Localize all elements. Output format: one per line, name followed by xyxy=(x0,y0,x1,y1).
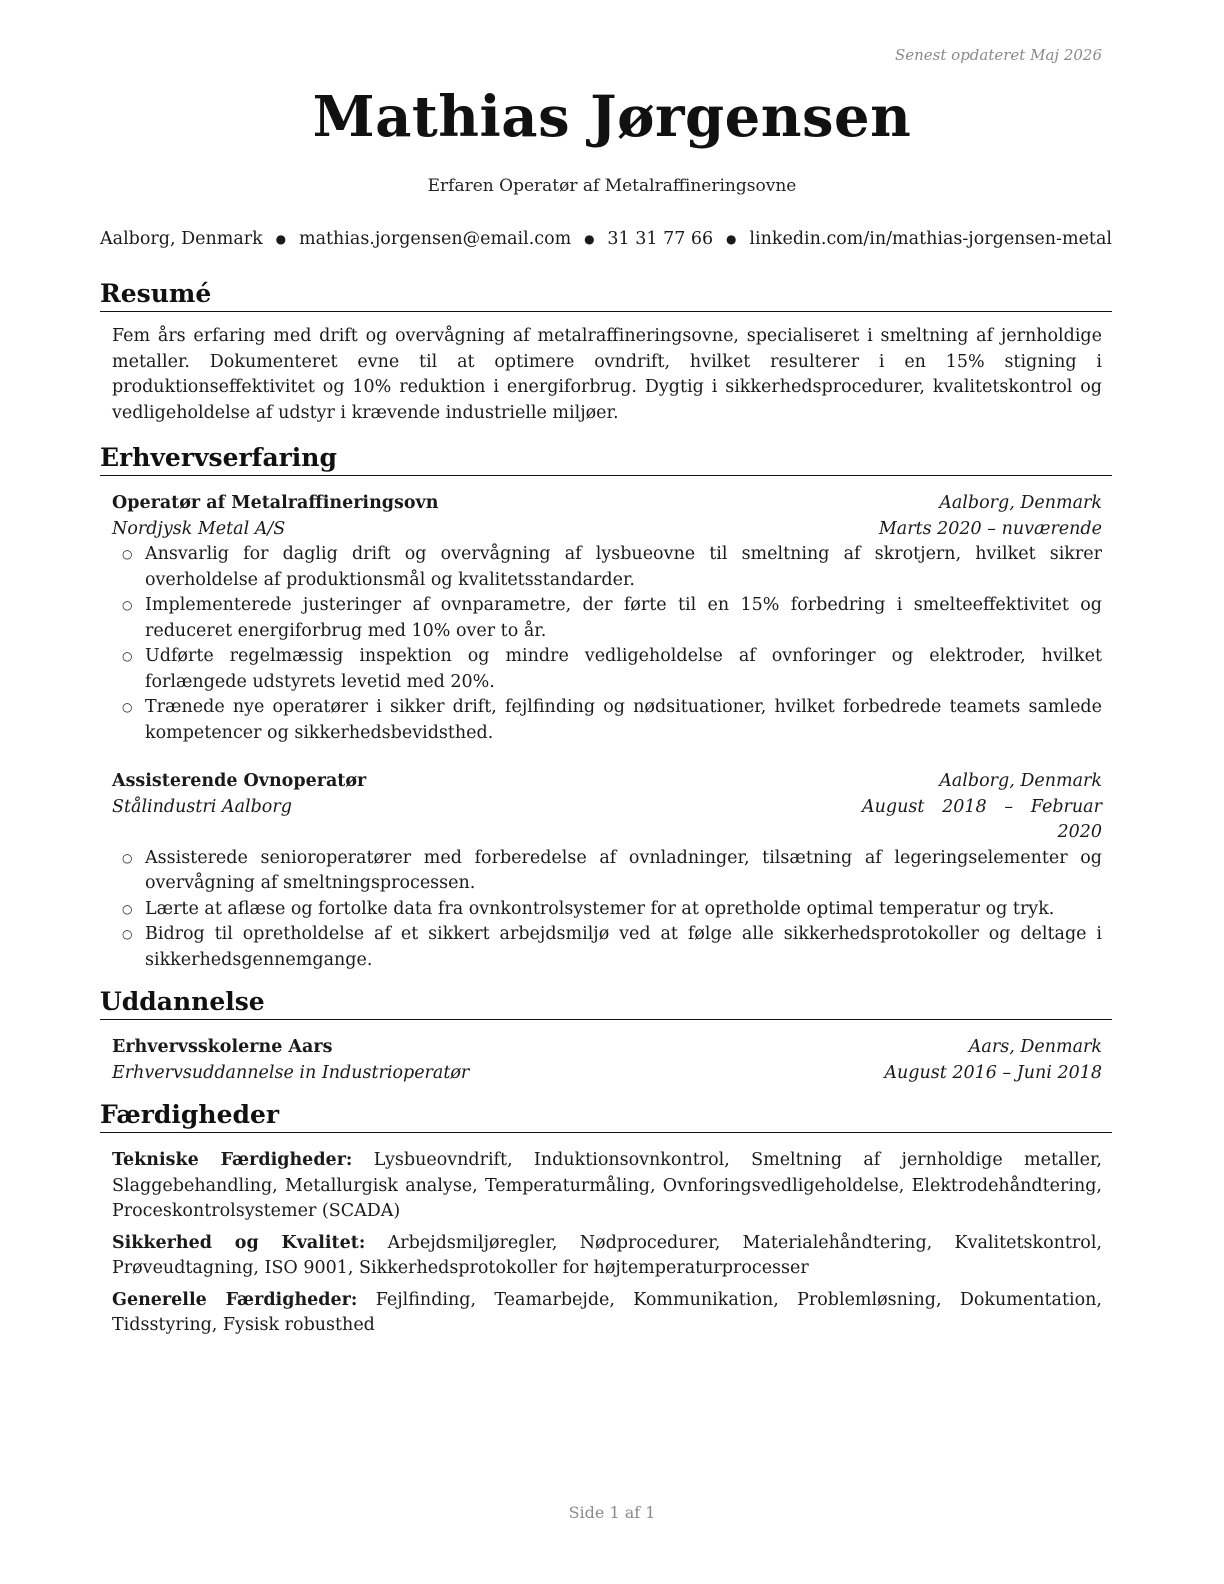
list-item: ○ Ansvarlig for daglig drift og overvågning af lysbueovne til smeltning af skrotjern, hvilket sikrer overholdelse af produktionsmål og kvalitetsstandarder. xyxy=(122,544,1102,590)
summary-title: Resumé xyxy=(100,279,1112,312)
education-dates: August 2016 – Juni 2018 xyxy=(884,1062,1102,1083)
education-section xyxy=(100,987,1112,1086)
last-updated: Senest opdateret Maj 2026 xyxy=(894,46,1102,64)
skill-group-label: Generelle Færdigheder: xyxy=(112,1289,358,1310)
job-entry xyxy=(112,491,1102,746)
job-role: Assisterende Ovnoperatør xyxy=(112,771,367,791)
contact-email[interactable]: mathias.jorgensen@email.com xyxy=(298,229,572,249)
page-number: Side 1 af 1 xyxy=(568,1503,656,1522)
education-title: Uddannelse xyxy=(100,987,1112,1020)
list-item: ○ Trænede nye operatører i sikker drift, fejlfinding og nødsituationer, hvilket forbedrede teamets samlede kompetencer og sikkerhedsbevidsthed. xyxy=(122,697,1102,743)
bullet-circle-icon: ○ xyxy=(122,850,133,865)
job-entry xyxy=(112,769,1102,973)
skill-group-label: Tekniske Færdigheder: xyxy=(112,1150,353,1170)
job-role: Operatør af Metalraffineringsovn xyxy=(112,493,439,513)
bullet-circle-icon: ○ xyxy=(122,700,133,714)
job-dates: Marts 2020 – nuværende xyxy=(878,518,1102,539)
list-item: ○ Lærte at aflæse og fortolke data fra ovnkontrolsystemer for at opretholde optimal temperatur og tryk. xyxy=(112,897,1102,923)
bullet-circle-icon: ○ xyxy=(122,901,133,916)
summary-text: Fem års erfaring med drift og overvågning af metalraffineringsovne, specialiseret i smeltning af jernholdige metaller. Dokumenteret evne til at optimere ovndrift, hvilket resulterer i en 15% stigning i produktionseffektivitet og 10% reduktion i energiforbrug. Dygtig i sikkerhedsprocedurer, kvalitetskontrol og vedligeholdelse af udstyr i krævende industrielle miljøer. xyxy=(112,326,1102,423)
skill-group-items: Arbejdsmiljøregler, Nødprocedurer, Materialehåndtering, Kvalitetskontrol, Prøveudtagning, ISO 9001, Sikkerhedsprotokoller for højtemperaturprocesser xyxy=(112,1232,1102,1278)
contact-line xyxy=(100,229,1112,249)
bullet-circle-icon: ○ xyxy=(122,927,133,941)
experience-title: Erhvervserfaring xyxy=(100,443,1112,476)
job-location: Aalborg, Denmark xyxy=(939,493,1102,513)
job-location: Aalborg, Denmark xyxy=(939,771,1102,791)
skill-group xyxy=(112,1148,1102,1225)
separator-bullet: ● xyxy=(275,232,287,246)
school-name: Erhvervsskolerne Aars xyxy=(112,1037,333,1057)
school-location: Aars, Denmark xyxy=(968,1037,1102,1057)
list-item: ○ Implementerede justeringer af ovnparametre, der førte til en 15% forbedring i smelteeffektivitet og reduceret energiforbrug med 10% over to år. xyxy=(122,595,1102,641)
skill-group-items: Lysbueovndrift, Induktionsovnkontrol, Smeltning af jernholdige metaller, Slaggebehandling, Metallurgisk analyse, Temperaturmåling, Ovnforingsvedligeholdelse, Elektrodehåndtering, Proceskontrolsystemer (SCADA) xyxy=(112,1150,1102,1221)
list-item: ○ Udførte regelmæssig inspektion og mindre vedligeholdelse af ovnforinger og elektroder, hvilket forlængede udstyrets levetid med 20%. xyxy=(122,646,1102,692)
skills-title: Færdigheder xyxy=(100,1100,1112,1133)
list-item: ○ Assisterede senioroperatører med forberedelse af ovnladninger, tilsætning af legeringselementer og overvågning af smeltningsprocessen. xyxy=(122,847,1102,893)
list-item: ○ Bidrog til opretholdelse af et sikkert arbejdsmiljø ved at følge alle sikkerhedsprotokoller og deltage i sikkerhedsgennemgange. xyxy=(122,924,1102,970)
skill-group-label: Sikkerhed og Kvalitet: xyxy=(112,1232,366,1253)
experience-section xyxy=(100,443,1112,973)
bullet-circle-icon: ○ xyxy=(122,598,133,612)
job-company: Stålindustri Aalborg xyxy=(112,796,292,817)
candidate-name: Mathias Jørgensen xyxy=(312,84,912,150)
skill-group xyxy=(112,1288,1102,1339)
summary-section xyxy=(100,279,1112,426)
contact-phone[interactable]: 31 31 77 66 xyxy=(607,229,714,249)
job-company: Nordjysk Metal A/S xyxy=(112,518,286,539)
degree: Erhvervsuddannelse in Industrioperatør xyxy=(112,1062,470,1083)
job-dates: August 2018 – Februar 2020 xyxy=(862,796,1102,842)
education-entry xyxy=(112,1035,1102,1086)
skill-group-items: Fejlfinding, Teamarbejde, Kommunikation, Problemløsning, Dokumentation, Tidsstyring, Fysisk robusthed xyxy=(112,1289,1102,1335)
separator-bullet: ● xyxy=(726,232,737,246)
contact-location: Aalborg, Denmark xyxy=(100,229,263,249)
separator-bullet: ● xyxy=(584,232,595,246)
skill-group xyxy=(112,1231,1102,1282)
candidate-tagline: Erfaren Operatør af Metalraffineringsovne xyxy=(427,176,797,196)
skills-section xyxy=(100,1100,1112,1339)
bullet-circle-icon: ○ xyxy=(122,547,133,561)
contact-linkedin[interactable]: linkedin.com/in/mathias-jorgensen-metal xyxy=(749,229,1112,249)
bullet-circle-icon: ○ xyxy=(122,649,133,663)
job-bullets xyxy=(112,542,1102,746)
job-bullets xyxy=(112,846,1102,974)
